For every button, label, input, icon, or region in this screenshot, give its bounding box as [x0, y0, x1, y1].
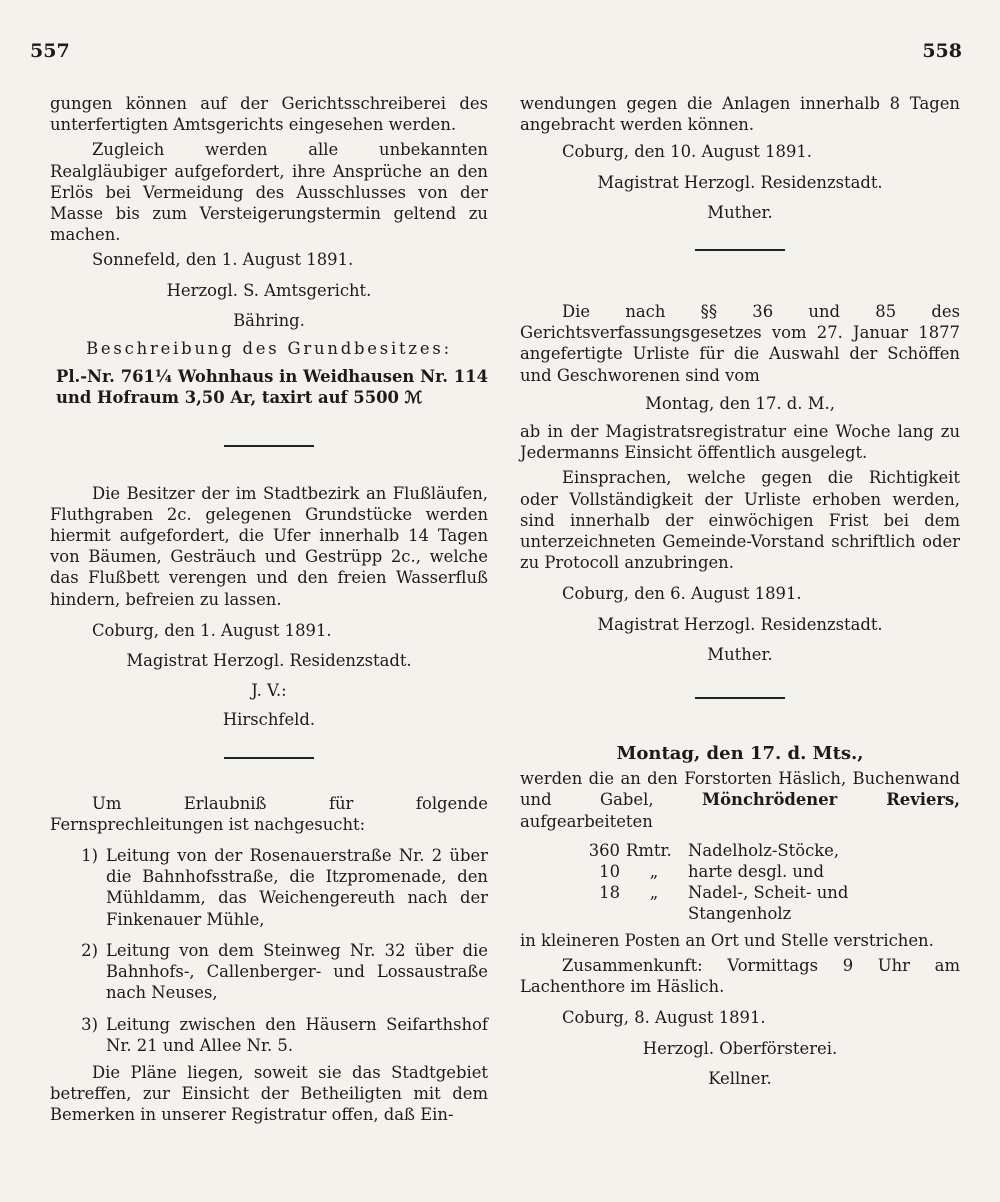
paragraph: ab in der Magistratsregistratur eine Woche lang zu Jedermanns Einsicht öffentlich ausgelegt. — [520, 422, 960, 463]
paragraph: Die nach §§ 36 und 85 des Gerichtsverfassungsgesetzes vom 27. Januar 1877 angefertigte Urliste für die Auswahl der Schöffen und Geschworenen sind vom — [520, 302, 960, 385]
table-cell: Rmtr. — [626, 840, 672, 860]
left-column — [50, 93, 488, 1126]
table-cell: „ — [649, 882, 659, 902]
page-number-right: 558 — [922, 40, 962, 62]
authority: Herzogl. S. Amtsgericht. — [166, 280, 372, 300]
list-text: Leitung zwischen den Häusern Seifarthshof Nr. 21 und Allee Nr. 5. — [106, 1014, 488, 1055]
list-number: 2) — [81, 940, 98, 960]
table-cell: Nadelholz-Stöcke, — [688, 840, 840, 860]
signature: Bähring. — [233, 310, 305, 330]
revier-name: Mönchrödener Reviers, — [701, 790, 960, 810]
date-line: Montag, den 17. d. M., — [645, 393, 835, 413]
paragraph: Zugleich werden alle unbekannten Realgläubiger aufgefordert, ihre Ansprüche an den Erlös bei Vermeidung des Ausschlusses von der Masse bis zum Versteigerungstermin geltend zu machen. — [50, 140, 488, 245]
paragraph: Um Erlaubniß für folgende Fernsprechleitungen ist nachgesucht: — [50, 793, 488, 834]
section-heading: Beschreibung des Grundbesitzes: — [86, 339, 452, 359]
divider — [224, 445, 314, 447]
page-number-left: 557 — [30, 40, 70, 62]
signature: Muther. — [707, 202, 773, 222]
list-item — [50, 845, 488, 930]
paragraph-text: werden die an den Forstorten Häslich, Buchenwand und Gabel, — [520, 769, 960, 810]
list-item — [50, 940, 488, 1004]
place-date: Coburg, den 10. August 1891. — [562, 142, 813, 162]
table-row — [578, 861, 960, 882]
paragraph: gungen können auf der Gerichtsschreiberei des unterfertigten Amtsgerichts eingesehen werden. — [50, 94, 488, 135]
paragraph: wendungen gegen die Anlagen innerhalb 8 Tagen angebracht werden können. — [520, 94, 960, 135]
divider — [224, 757, 314, 759]
notice-heading: Montag, den 17. d. Mts., — [616, 743, 864, 765]
paragraph-text: aufgearbeiteten — [520, 811, 653, 831]
authority: Magistrat Herzogl. Residenzstadt. — [126, 651, 412, 671]
table-cell: Nadel-, Scheit- und Stangenholz — [688, 882, 849, 923]
paragraph: Zusammenkunft: Vormittags 9 Uhr am Lachenthore im Häslich. — [520, 956, 960, 997]
table-cell: harte desgl. und — [688, 861, 825, 881]
paragraph: in kleineren Posten an Ort und Stelle verstrichen. — [520, 930, 934, 950]
deputy-label: J. V.: — [251, 681, 287, 701]
list-number: 1) — [81, 846, 98, 866]
table-cell: 10 — [599, 861, 620, 881]
place-date: Coburg, den 1. August 1891. — [92, 620, 332, 640]
table-cell: 360 — [588, 840, 620, 860]
signature: Kellner. — [708, 1068, 772, 1088]
paragraph — [520, 768, 960, 832]
divider — [695, 249, 785, 251]
authority: Magistrat Herzogl. Residenzstadt. — [597, 172, 883, 192]
authority: Herzogl. Oberförsterei. — [642, 1038, 838, 1058]
place-date: Coburg, den 6. August 1891. — [562, 584, 802, 604]
list-text: Leitung von dem Steinweg Nr. 32 über die Bahnhofs-, Callenberger- und Lossaustraße nach Neuses, — [106, 940, 488, 1003]
place-date: Coburg, 8. August 1891. — [562, 1008, 766, 1028]
signature: Muther. — [707, 644, 773, 664]
wood-table — [578, 840, 960, 924]
property-description: Pl.-Nr. 761¼ Wohnhaus in Weidhausen Nr. 114 und Hofraum 3,50 Ar, taxirt auf 5500 ℳ — [56, 367, 488, 408]
table-row — [578, 840, 960, 861]
authority: Magistrat Herzogl. Residenzstadt. — [597, 614, 883, 634]
table-cell: „ — [649, 861, 659, 881]
right-column — [520, 93, 960, 1089]
list-item — [50, 1014, 488, 1056]
paragraph: Einsprachen, welche gegen die Richtigkeit oder Vollständigkeit der Urliste erhoben werden, sind innerhalb der einwöchigen Frist bei dem unterzeichneten Gemeinde-Vorstand schriftlich oder zu Protocoll anzubringen. — [520, 468, 960, 573]
signature: Hirschfeld. — [222, 710, 316, 730]
paragraph: Die Pläne liegen, soweit sie das Stadtgebiet betreffen, zur Einsicht der Betheiligten mit dem Bemerken in unserer Registratur offen, daß Ein- — [50, 1062, 488, 1125]
table-cell: 18 — [599, 882, 620, 902]
paragraph: Die Besitzer der im Stadtbezirk an Flußläufen, Fluthgraben 2c. gelegenen Grundstücke werden hiermit aufgefordert, die Ufer innerhalb 14 Tagen von Bäumen, Gesträuch und Gestrüpp 2c., welche das Flußbett verengen und den freien Wasserfluß hindern, befreien zu lassen. — [50, 483, 488, 609]
place-date: Sonnefeld, den 1. August 1891. — [92, 250, 354, 270]
list-text: Leitung von der Rosenauerstraße Nr. 2 über die Bahnhofsstraße, die Itzpromenade, den Mühldamm, das Weichengereuth nach der Finkenauer Mühle, — [106, 846, 488, 929]
list-number: 3) — [81, 1014, 98, 1034]
table-row — [578, 882, 960, 924]
divider — [695, 697, 785, 699]
